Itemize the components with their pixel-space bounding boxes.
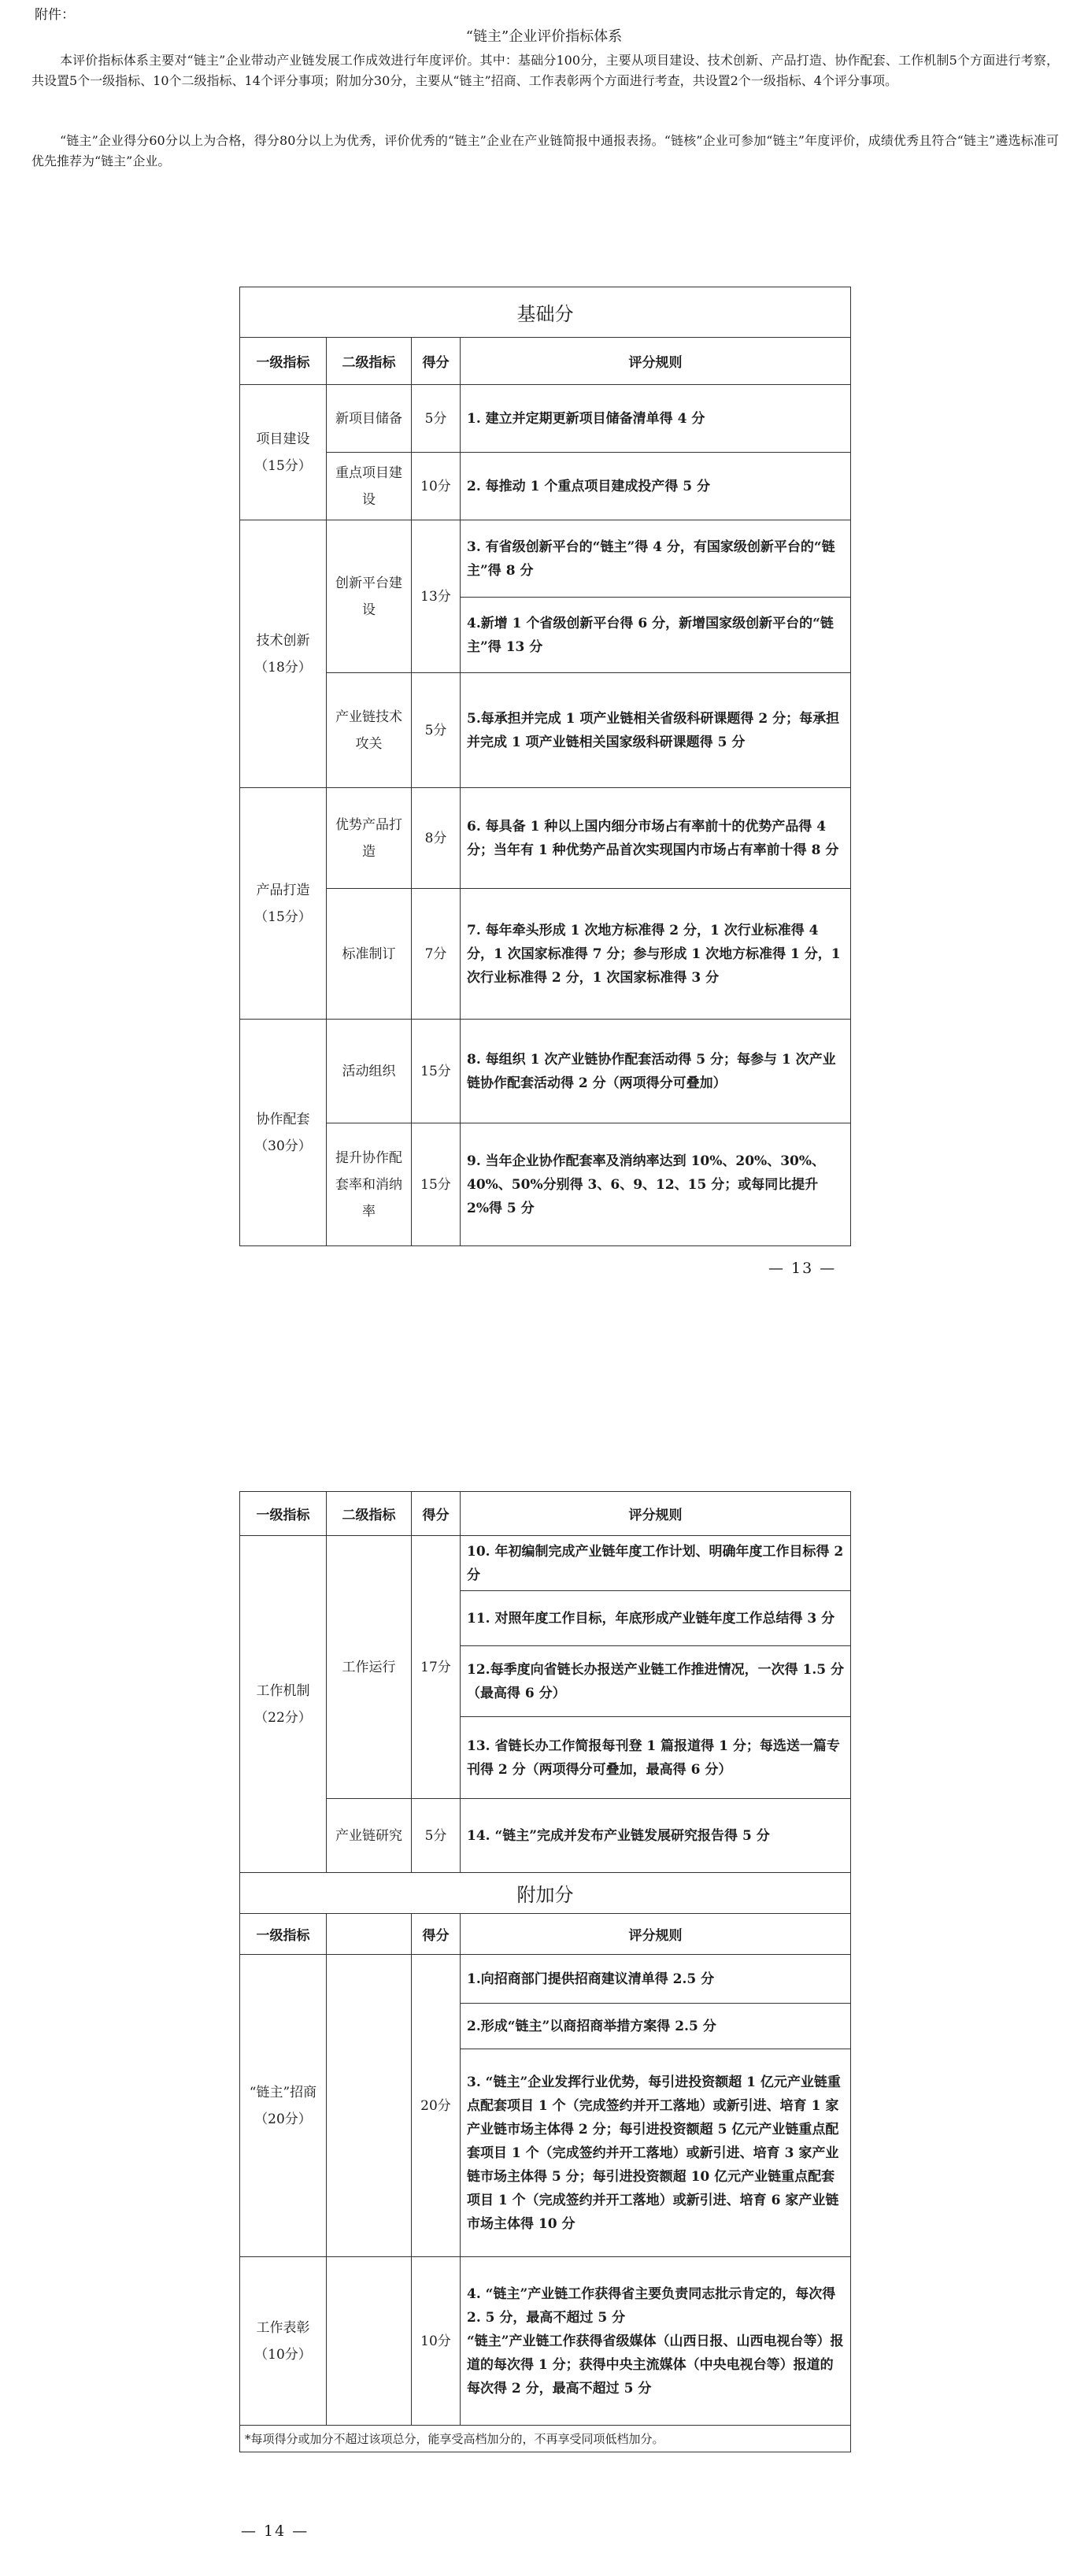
blank-cell	[327, 1955, 412, 2257]
page-number: — 13 —	[768, 1260, 837, 1277]
header-score: 得分	[412, 1492, 461, 1536]
score-cell: 8分	[412, 788, 461, 889]
rule-cell: 4. “链主”产业链工作获得省主要负责同志批示肯定的，每次得 2. 5 分，最高不超过 5 分 “链主”产业链工作获得省级媒体（山西日报、山西电视台等）报道的每次得 1 分；获得中央主流媒体（中央电视台等）报道的每次得 2 分，最高不超过 5 分	[461, 2257, 851, 2426]
bonus-header-score: 得分	[412, 1914, 461, 1955]
level2-cell: 新项目储备	[327, 385, 412, 453]
rule-cell: 8. 每组织 1 次产业链协作配套活动得 5 分；每参与 1 次产业链协作配套活动得 2 分（两项得分可叠加）	[461, 1020, 851, 1123]
score-cell: 15分	[412, 1020, 461, 1123]
level1-investment: “链主”招商（20分）	[240, 1955, 327, 2257]
rule-cell: 13. 省链长办工作简报每刊登 1 篇报道得 1 分；每选送一篇专刊得 2 分（两项得分可叠加，最高得 6 分）	[461, 1717, 851, 1799]
level2-cell: 工作运行	[327, 1536, 412, 1799]
header-level2: 二级指标	[327, 338, 412, 385]
level1-cooperation: 协作配套（30分）	[240, 1020, 327, 1246]
level2-cell: 重点项目建设	[327, 453, 412, 520]
rule-cell: 11. 对照年度工作目标，年底形成产业链年度工作总结得 3 分	[461, 1591, 851, 1646]
level1-project: 项目建设（15分）	[240, 385, 327, 520]
rule-cell: 3. 有省级创新平台的“链主”得 4 分，有国家级创新平台的“链主”得 8 分	[461, 520, 851, 598]
bonus-header-level1: 一级指标	[240, 1914, 327, 1955]
intro-paragraph-2: “链主”企业得分60分以上为合格，得分80分以上为优秀，评价优秀的“链主”企业在产业链简报中通报表扬。“链核”企业可参加“链主”年度评价，成绩优秀且符合“链主”遴选标准可优先推荐为“链主”企业。	[31, 133, 1059, 168]
level2-cell: 产业链研究	[327, 1799, 412, 1873]
score-cell: 10分	[412, 453, 461, 520]
intro-paragraph-1: 本评价指标体系主要对“链主”企业带动产业链发展工作成效进行年度评价。其中：基础分100分，主要从项目建设、技术创新、产品打造、协作配套、工作机制5个方面进行考察，共设置5个一级指标、10个二级指标、14个评分事项；附加分30分，主要从“链主”招商、工作表彰两个方面进行考查，共设置2个一级指标、4个评分事项。	[31, 53, 1059, 88]
rule-cell: 2. 每推动 1 个重点项目建成投产得 5 分	[461, 453, 851, 520]
level2-cell: 提升协作配套率和消纳率	[327, 1123, 412, 1246]
rule-cell: 10. 年初编制完成产业链年度工作计划、明确年度工作目标得 2 分	[461, 1536, 851, 1591]
attachment-label: 附件：	[35, 7, 75, 23]
level2-cell: 创新平台建设	[327, 520, 412, 673]
score-cell: 5分	[412, 1799, 461, 1873]
level2-cell: 活动组织	[327, 1020, 412, 1123]
score-cell: 10分	[412, 2257, 461, 2426]
bonus-header-blank	[327, 1914, 412, 1955]
section-title-basic: 基础分	[240, 287, 851, 338]
footnote: *每项得分或加分不超过该项总分，能享受高档加分的，不再享受同项低档加分。	[240, 2426, 851, 2452]
header-level1: 一级指标	[240, 338, 327, 385]
score-cell: 15分	[412, 1123, 461, 1246]
basic-score-table	[239, 287, 851, 1246]
level2-cell: 产业链技术攻关	[327, 673, 412, 788]
rule-cell: 1.向招商部门提供招商建议清单得 2.5 分	[461, 1955, 851, 2004]
rule-cell: 12.每季度向省链长办报送产业链工作推进情况，一次得 1.5 分（最高得 6 分）	[461, 1646, 851, 1717]
section-title-bonus: 附加分	[240, 1873, 851, 1914]
rule-cell: 14. “链主”完成并发布产业链发展研究报告得 5 分	[461, 1799, 851, 1873]
header-level2: 二级指标	[327, 1492, 412, 1536]
header-level1: 一级指标	[240, 1492, 327, 1536]
level1-mechanism: 工作机制（22分）	[240, 1536, 327, 1873]
bonus-header-rules: 评分规则	[461, 1914, 851, 1955]
rule-cell: 4.新增 1 个省级创新平台得 6 分，新增国家级创新平台的“链主”得 13 分	[461, 598, 851, 673]
page-number: — 14 —	[241, 2522, 309, 2540]
level1-product: 产品打造（15分）	[240, 788, 327, 1020]
mechanism-bonus-table	[239, 1491, 851, 2452]
score-cell: 5分	[412, 673, 461, 788]
blank-cell	[327, 2257, 412, 2426]
header-score: 得分	[412, 338, 461, 385]
score-cell: 17分	[412, 1536, 461, 1799]
document-title: “链主”企业评价指标体系	[465, 28, 623, 45]
level1-innovation: 技术创新（18分）	[240, 520, 327, 788]
rule-cell: 5.每承担并完成 1 项产业链相关省级科研课题得 2 分；每承担并完成 1 项产业链相关国家级科研课题得 5 分	[461, 673, 851, 788]
header-rules: 评分规则	[461, 338, 851, 385]
score-cell: 20分	[412, 1955, 461, 2257]
score-cell: 5分	[412, 385, 461, 453]
score-cell: 7分	[412, 889, 461, 1020]
header-rules: 评分规则	[461, 1492, 851, 1536]
rule-cell: 2.形成“链主”以商招商举措方案得 2.5 分	[461, 2004, 851, 2049]
rule-cell: 9. 当年企业协作配套率及消纳率达到 10%、20%、30%、40%、50%分别得 3、6、9、12、15 分；或每同比提升 2%得 5 分	[461, 1123, 851, 1246]
level2-cell: 标准制订	[327, 889, 412, 1020]
score-cell: 13分	[412, 520, 461, 673]
rule-cell: 3. “链主”企业发挥行业优势，每引进投资额超 1 亿元产业链重点配套项目 1 个（完成签约并开工落地）或新引进、培育 1 家产业链市场主体得 2 分；每引进投资额超 5 亿元产业链重点配套项目 1 个（完成签约并开工落地）或新引进、培育 3 家产业链市场主体得 5 分；每引进投资额超 10 亿元产业链重点配套项目 1 个（完成签约并开工落地）或新引进、培育 6 家产业链市场主体得 10 分	[461, 2049, 851, 2257]
rule-cell: 6. 每具备 1 种以上国内细分市场占有率前十的优势产品得 4 分；当年有 1 种优势产品首次实现国内市场占有率前十得 8 分	[461, 788, 851, 889]
level2-cell: 优势产品打造	[327, 788, 412, 889]
rule-cell: 7. 每年牵头形成 1 次地方标准得 2 分，1 次行业标准得 4 分，1 次国家标准得 7 分；参与形成 1 次地方标准得 1 分，1 次行业标准得 2 分，1 次国家标准得 3 分	[461, 889, 851, 1020]
level1-commendation: 工作表彰（10分）	[240, 2257, 327, 2426]
rule-cell: 1. 建立并定期更新项目储备清单得 4 分	[461, 385, 851, 453]
